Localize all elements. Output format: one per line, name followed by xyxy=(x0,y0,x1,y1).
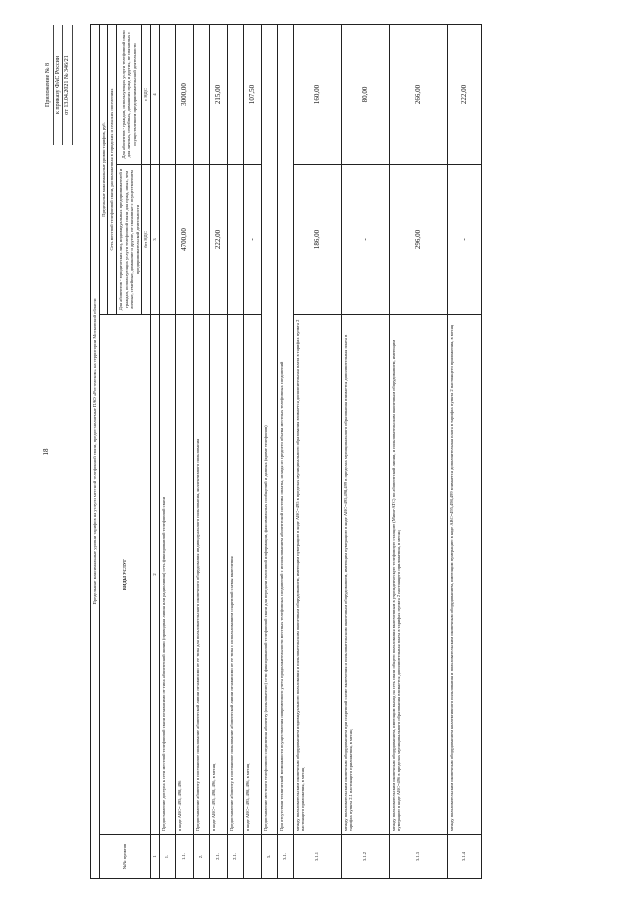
header-group-citizens: Для абонентов - граждан, использующих услуги телефонной связи для личных, семейных, домашних нужд и других, не связанных с осуществлением предпринимательской деятельности xyxy=(116,24,142,164)
table-title: Предельные максимальные уровни тарифов на услуги местной телефонной связи, предоставляемые ПАО «Ростелеком» на территории Московской области xyxy=(91,24,100,878)
header-network: Сеть местной телефонной связи, расположенная в городских и сельских поселениях xyxy=(108,24,117,314)
row-value-2: 215,00 xyxy=(209,24,227,164)
row-value-2: 222,00 xyxy=(447,24,481,164)
row-value-1: 222,00 xyxy=(209,165,227,315)
table-row xyxy=(193,24,209,878)
row-num: 1. xyxy=(159,835,175,879)
row-text: Предоставление доступа к сети местной телефонной связи независимо от типа абонентской линии (проводная линия или радиолиния) сеть фиксированной телефонной связи xyxy=(159,315,175,835)
header-group-legal: Для абонентов - юридических лиц, индивидуальных предпринимателей и граждан, использующих услуги телефонной связи для нужд, иных, чем личные, семейные, домашние и другие, не связанные с осуществлением предпринимательской деятельности xyxy=(116,165,142,315)
row-value-1 xyxy=(193,165,209,315)
header-limits: Предельные максимальные уровни тарифов, руб. xyxy=(99,24,108,314)
header-services: ВИДЫ УСЛУГ xyxy=(99,315,150,835)
header-vat-excl: без НДС xyxy=(142,165,151,315)
row-value-2: 266,00 xyxy=(389,24,447,164)
header-num: №№ пунктов xyxy=(99,835,150,879)
row-value-1 xyxy=(159,165,175,315)
approval-line-1: Приложение № 8 xyxy=(44,25,54,145)
row-num: 3. xyxy=(261,835,277,879)
row-value-1: 4700,00 xyxy=(175,165,193,315)
colnum-1: 1 xyxy=(151,835,160,879)
row-num: 2.1. xyxy=(227,835,243,879)
row-num: 3.1. xyxy=(277,835,293,879)
table-row xyxy=(227,24,243,878)
tariff-table xyxy=(90,24,482,879)
row-num: 1.1. xyxy=(175,835,193,879)
row-value-2: 80,00 xyxy=(341,24,389,164)
rotated-page-content xyxy=(40,17,600,887)
row-text: в коде АВС= 495, 498, 496 xyxy=(175,315,193,835)
row-value-2: 107,50 xyxy=(243,24,261,164)
page-number: 18 xyxy=(42,448,50,456)
row-num: 2.1. xyxy=(209,835,227,879)
row-value-1: 296,00 xyxy=(389,165,447,315)
table-row xyxy=(293,24,341,878)
row-value-2 xyxy=(193,24,209,164)
table-row xyxy=(389,24,447,878)
row-num xyxy=(243,835,261,879)
table-row xyxy=(341,24,389,878)
row-value-2: 160,00 xyxy=(293,24,341,164)
table-row xyxy=(209,24,227,878)
row-value-1: - xyxy=(341,165,389,315)
approval-stamp-block xyxy=(44,25,73,145)
table-row xyxy=(277,24,293,878)
row-text: в коде АВС= 495, 498, 496, в месяц xyxy=(209,315,227,835)
row-text: между пользовательским оконечным оборудованием, имеющим выход на сеть связи общего пользования включенным в учрежденческую телефонную станцию (Мини-АТС) по абонентской линии, и пользовательским оконечным оборудованием, имеющим нумерацию в коде АВС=496 в пределах муниципального образования взимается дополнительная плата в тарифах пункта 2 настоящего приложения, в месяц xyxy=(389,315,447,835)
row-value-1: - xyxy=(447,165,481,315)
row-value-2 xyxy=(227,24,243,164)
row-text: между пользовательским оконечным оборудованием индивидуального пользования и пользовательским оконечным оборудованием, имеющим нумерацию в коде АВС=495 в пределах муниципального образования взимается дополнительная плата в тарифах пункта 2 настоящего приложения, в месяц xyxy=(293,315,341,835)
colnum-4: 4 xyxy=(151,24,160,164)
row-text: в коде АВС= 495, 498, 496, в месяц xyxy=(243,315,261,835)
row-num: 3.1.2 xyxy=(341,835,389,879)
row-text: между пользовательским оконечным оборудованием при спаренной схеме включения и пользовательским оконечным оборудованием, имеющим нумерацию в коде АВС=495,498,499 в пределах муниципального образования взимается дополнительная плата в тарифах пункта 2.1 настоящего приложения, в месяц xyxy=(341,315,389,835)
row-num: 3.1.1 xyxy=(293,835,341,879)
table-row xyxy=(261,24,277,878)
header-vat-incl: с НДС xyxy=(142,24,151,164)
row-num: 2. xyxy=(193,835,209,879)
row-num: 3.1.3 xyxy=(389,835,447,879)
row-text: При отсутствии технической возможности осуществления повременного учета продолжительности местных телефонных соединений с использованием абонентской системы оплаты, исходя из среднего объема местных телефонных соединений xyxy=(277,24,293,834)
colnum-2: 2 xyxy=(151,315,160,835)
approval-line-3: от 13.04.2021 № 346/21 xyxy=(63,25,73,145)
row-text: Предоставление местного телефонного соединения абоненту (пользователю) сети фиксированной телефонной связи для передачи голосовой информации, факсимильных сообщений и данных (кроме телефонов) xyxy=(261,24,277,834)
table-row xyxy=(243,24,261,878)
row-text: между пользовательским оконечным оборудованием коллективного пользования и пользовательским оконечным оборудованием, имеющим нумерацию в коде АВС=495,498,499 взимается дополнительная плата в тарифах пункта 2 настоящего приложения, в месяц xyxy=(447,315,481,835)
row-value-1: - xyxy=(243,165,261,315)
colnum-3: 3 xyxy=(151,165,160,315)
row-value-1: 186,00 xyxy=(293,165,341,315)
row-text: Предоставление абоненту в постоянное пользование абонентской линии независимо от ее типа с использованием спаренной схемы включения xyxy=(227,315,243,835)
table-row xyxy=(447,24,481,878)
approval-line-2: к приказу ФАС России xyxy=(54,25,64,145)
row-value-1 xyxy=(227,165,243,315)
row-num: 3.1.4 xyxy=(447,835,481,879)
table-row xyxy=(159,24,175,878)
row-text: Предоставление абоненту в постоянное пользование абонентской линии независимо от ее типа для пользовательского оконечного оборудования индивидуального пользования, коллективного пользования xyxy=(193,315,209,835)
row-value-2 xyxy=(159,24,175,164)
row-value-2: 3000,00 xyxy=(175,24,193,164)
table-row xyxy=(175,24,193,878)
